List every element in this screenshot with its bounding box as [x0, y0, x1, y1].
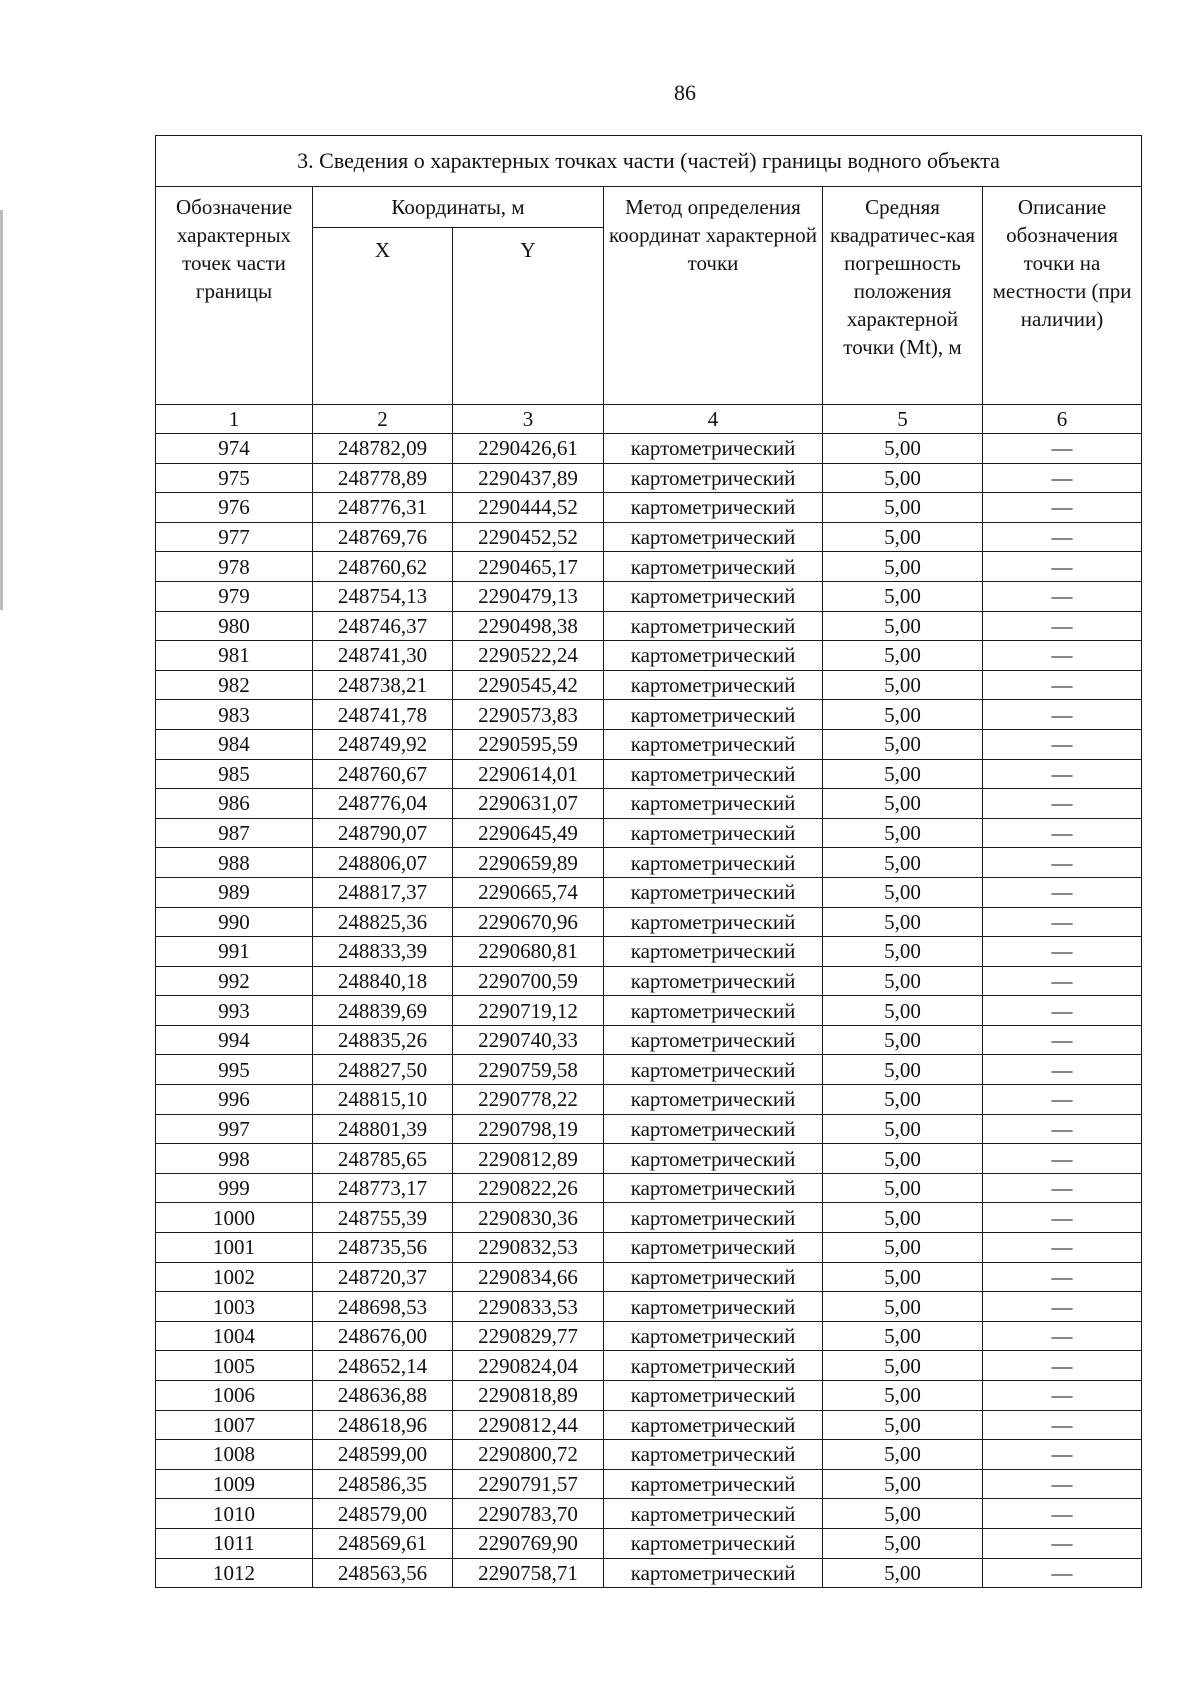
method-cell: картометрический	[604, 1528, 823, 1558]
y-cell: 2290834,66	[453, 1262, 604, 1292]
table-row	[156, 1469, 1142, 1499]
table-row	[156, 552, 1142, 582]
error-cell: 5,00	[823, 493, 983, 523]
x-cell: 248563,56	[313, 1558, 453, 1588]
description-cell: —	[983, 1440, 1142, 1470]
method-cell: картометрический	[604, 1173, 823, 1203]
table-row	[156, 611, 1142, 641]
y-cell: 2290832,53	[453, 1233, 604, 1263]
method-cell: картометрический	[604, 818, 823, 848]
error-cell: 5,00	[823, 611, 983, 641]
table-row	[156, 1055, 1142, 1085]
x-cell: 248827,50	[313, 1055, 453, 1085]
error-cell: 5,00	[823, 1469, 983, 1499]
error-cell: 5,00	[823, 1499, 983, 1529]
table-row	[156, 581, 1142, 611]
point-cell: 999	[156, 1173, 313, 1203]
y-cell: 2290498,38	[453, 611, 604, 641]
x-cell: 248760,62	[313, 552, 453, 582]
y-cell: 2290426,61	[453, 434, 604, 464]
method-cell: картометрический	[604, 581, 823, 611]
description-cell: —	[983, 1055, 1142, 1085]
x-cell: 248636,88	[313, 1381, 453, 1411]
point-cell: 996	[156, 1085, 313, 1115]
point-cell: 993	[156, 996, 313, 1026]
description-cell: —	[983, 641, 1142, 671]
point-cell: 992	[156, 966, 313, 996]
error-cell: 5,00	[823, 1085, 983, 1115]
point-cell: 989	[156, 877, 313, 907]
method-cell: картометрический	[604, 729, 823, 759]
description-cell: —	[983, 1085, 1142, 1115]
error-cell: 5,00	[823, 1144, 983, 1174]
table-row	[156, 670, 1142, 700]
table-row	[156, 1025, 1142, 1055]
table-row	[156, 877, 1142, 907]
error-cell: 5,00	[823, 789, 983, 819]
table-row	[156, 1410, 1142, 1440]
table-row	[156, 1262, 1142, 1292]
error-cell: 5,00	[823, 1203, 983, 1233]
x-cell: 248773,17	[313, 1173, 453, 1203]
description-cell: —	[983, 907, 1142, 937]
table-row	[156, 759, 1142, 789]
method-cell: картометрический	[604, 1499, 823, 1529]
x-cell: 248801,39	[313, 1114, 453, 1144]
x-cell: 248776,04	[313, 789, 453, 819]
point-cell: 975	[156, 463, 313, 493]
y-cell: 2290680,81	[453, 937, 604, 967]
error-cell: 5,00	[823, 1055, 983, 1085]
y-cell: 2290595,59	[453, 729, 604, 759]
point-cell: 979	[156, 581, 313, 611]
table-row	[156, 641, 1142, 671]
y-cell: 2290824,04	[453, 1351, 604, 1381]
y-cell: 2290833,53	[453, 1292, 604, 1322]
column-number: 1	[156, 405, 313, 434]
table-row	[156, 522, 1142, 552]
method-cell: картометрический	[604, 1085, 823, 1115]
point-cell: 997	[156, 1114, 313, 1144]
table-row	[156, 463, 1142, 493]
x-cell: 248835,26	[313, 1025, 453, 1055]
method-cell: картометрический	[604, 848, 823, 878]
y-cell: 2290437,89	[453, 463, 604, 493]
method-cell: картометрический	[604, 1144, 823, 1174]
error-cell: 5,00	[823, 1440, 983, 1470]
y-cell: 2290659,89	[453, 848, 604, 878]
x-cell: 248720,37	[313, 1262, 453, 1292]
description-cell: —	[983, 463, 1142, 493]
x-cell: 248833,39	[313, 937, 453, 967]
x-cell: 248776,31	[313, 493, 453, 523]
error-cell: 5,00	[823, 1114, 983, 1144]
x-cell: 248579,00	[313, 1499, 453, 1529]
error-cell: 5,00	[823, 1351, 983, 1381]
y-cell: 2290829,77	[453, 1321, 604, 1351]
y-cell: 2290778,22	[453, 1085, 604, 1115]
y-cell: 2290444,52	[453, 493, 604, 523]
description-cell: —	[983, 1233, 1142, 1263]
description-cell: —	[983, 1410, 1142, 1440]
point-cell: 974	[156, 434, 313, 464]
error-cell: 5,00	[823, 729, 983, 759]
method-cell: картометрический	[604, 1321, 823, 1351]
point-cell: 1000	[156, 1203, 313, 1233]
table-row	[156, 1292, 1142, 1322]
method-cell: картометрический	[604, 552, 823, 582]
column-number: 2	[313, 405, 453, 434]
point-cell: 994	[156, 1025, 313, 1055]
table-row	[156, 789, 1142, 819]
y-cell: 2290479,13	[453, 581, 604, 611]
x-cell: 248825,36	[313, 907, 453, 937]
method-cell: картометрический	[604, 1469, 823, 1499]
method-cell: картометрический	[604, 1203, 823, 1233]
table-row	[156, 1114, 1142, 1144]
x-cell: 248817,37	[313, 877, 453, 907]
description-cell: —	[983, 1499, 1142, 1529]
point-cell: 978	[156, 552, 313, 582]
table-row	[156, 1528, 1142, 1558]
method-cell: картометрический	[604, 1440, 823, 1470]
method-cell: картометрический	[604, 641, 823, 671]
method-cell: картометрический	[604, 434, 823, 464]
method-cell: картометрический	[604, 907, 823, 937]
x-cell: 248806,07	[313, 848, 453, 878]
point-cell: 984	[156, 729, 313, 759]
error-cell: 5,00	[823, 937, 983, 967]
method-cell: картометрический	[604, 1381, 823, 1411]
method-cell: картометрический	[604, 996, 823, 1026]
y-cell: 2290670,96	[453, 907, 604, 937]
x-cell: 248618,96	[313, 1410, 453, 1440]
table-row	[156, 966, 1142, 996]
description-cell: —	[983, 759, 1142, 789]
method-cell: картометрический	[604, 1410, 823, 1440]
x-cell: 248782,09	[313, 434, 453, 464]
point-cell: 987	[156, 818, 313, 848]
point-cell: 998	[156, 1144, 313, 1174]
method-cell: картометрический	[604, 937, 823, 967]
table-row	[156, 996, 1142, 1026]
table-row	[156, 493, 1142, 523]
point-cell: 1003	[156, 1292, 313, 1322]
method-cell: картометрический	[604, 1262, 823, 1292]
error-cell: 5,00	[823, 552, 983, 582]
point-cell: 1010	[156, 1499, 313, 1529]
y-cell: 2290545,42	[453, 670, 604, 700]
method-cell: картометрический	[604, 759, 823, 789]
table-row	[156, 1499, 1142, 1529]
column-number: 4	[604, 405, 823, 434]
point-cell: 1009	[156, 1469, 313, 1499]
error-cell: 5,00	[823, 522, 983, 552]
description-cell: —	[983, 996, 1142, 1026]
x-cell: 248741,30	[313, 641, 453, 671]
method-cell: картометрический	[604, 877, 823, 907]
point-cell: 976	[156, 493, 313, 523]
y-cell: 2290700,59	[453, 966, 604, 996]
point-cell: 1012	[156, 1558, 313, 1588]
description-cell: —	[983, 552, 1142, 582]
page-number: 86	[674, 80, 696, 105]
table-row	[156, 1233, 1142, 1263]
column-number: 5	[823, 405, 983, 434]
description-cell: —	[983, 848, 1142, 878]
x-cell: 248652,14	[313, 1351, 453, 1381]
method-cell: картометрический	[604, 789, 823, 819]
y-cell: 2290758,71	[453, 1558, 604, 1588]
point-cell: 977	[156, 522, 313, 552]
x-cell: 248698,53	[313, 1292, 453, 1322]
column-number-row	[156, 405, 1142, 434]
boundary-points-table	[155, 135, 1142, 1588]
point-cell: 986	[156, 789, 313, 819]
y-cell: 2290573,83	[453, 700, 604, 730]
y-cell: 2290631,07	[453, 789, 604, 819]
point-cell: 995	[156, 1055, 313, 1085]
description-cell: —	[983, 581, 1142, 611]
method-cell: картометрический	[604, 1114, 823, 1144]
description-cell: —	[983, 670, 1142, 700]
error-cell: 5,00	[823, 1321, 983, 1351]
table-row	[156, 434, 1142, 464]
header-method: Метод определения координат характерной точки	[604, 187, 823, 405]
error-cell: 5,00	[823, 641, 983, 671]
x-cell: 248840,18	[313, 966, 453, 996]
point-cell: 983	[156, 700, 313, 730]
description-cell: —	[983, 1321, 1142, 1351]
header-designation: Обозначение характерных точек части границы	[156, 187, 313, 405]
description-cell: —	[983, 522, 1142, 552]
scan-edge-mark	[0, 210, 3, 610]
error-cell: 5,00	[823, 700, 983, 730]
column-number: 6	[983, 405, 1142, 434]
header-coordinates: Координаты, м	[313, 187, 604, 228]
point-cell: 1001	[156, 1233, 313, 1263]
error-cell: 5,00	[823, 1262, 983, 1292]
point-cell: 1006	[156, 1381, 313, 1411]
table-row	[156, 1381, 1142, 1411]
method-cell: картометрический	[604, 1558, 823, 1588]
error-cell: 5,00	[823, 1558, 983, 1588]
method-cell: картометрический	[604, 493, 823, 523]
description-cell: —	[983, 1528, 1142, 1558]
x-cell: 248735,56	[313, 1233, 453, 1263]
x-cell: 248738,21	[313, 670, 453, 700]
table-row	[156, 907, 1142, 937]
error-cell: 5,00	[823, 818, 983, 848]
x-cell: 248790,07	[313, 818, 453, 848]
x-cell: 248741,78	[313, 700, 453, 730]
table-title: 3. Сведения о характерных точках части (частей) границы водного объекта	[156, 136, 1142, 187]
error-cell: 5,00	[823, 463, 983, 493]
method-cell: картометрический	[604, 1055, 823, 1085]
x-cell: 248746,37	[313, 611, 453, 641]
method-cell: картометрический	[604, 1292, 823, 1322]
description-cell: —	[983, 937, 1142, 967]
error-cell: 5,00	[823, 1292, 983, 1322]
description-cell: —	[983, 729, 1142, 759]
error-cell: 5,00	[823, 670, 983, 700]
error-cell: 5,00	[823, 848, 983, 878]
point-cell: 991	[156, 937, 313, 967]
table-row	[156, 1321, 1142, 1351]
table-row	[156, 1203, 1142, 1233]
method-cell: картометрический	[604, 522, 823, 552]
point-cell: 988	[156, 848, 313, 878]
table-row	[156, 1351, 1142, 1381]
description-cell: —	[983, 1292, 1142, 1322]
point-cell: 985	[156, 759, 313, 789]
method-cell: картометрический	[604, 1025, 823, 1055]
description-cell: —	[983, 1144, 1142, 1174]
description-cell: —	[983, 966, 1142, 996]
y-cell: 2290798,19	[453, 1114, 604, 1144]
error-cell: 5,00	[823, 1528, 983, 1558]
table-row	[156, 1558, 1142, 1588]
header-error: Средняя квадратичес-кая погрешность положения характерной точки (Mt), м	[823, 187, 983, 405]
x-cell: 248586,35	[313, 1469, 453, 1499]
x-cell: 248760,67	[313, 759, 453, 789]
y-cell: 2290665,74	[453, 877, 604, 907]
point-cell: 1004	[156, 1321, 313, 1351]
x-cell: 248749,92	[313, 729, 453, 759]
error-cell: 5,00	[823, 759, 983, 789]
description-cell: —	[983, 1469, 1142, 1499]
method-cell: картометрический	[604, 670, 823, 700]
point-cell: 1002	[156, 1262, 313, 1292]
method-cell: картометрический	[604, 1351, 823, 1381]
description-cell: —	[983, 1114, 1142, 1144]
error-cell: 5,00	[823, 1173, 983, 1203]
description-cell: —	[983, 1203, 1142, 1233]
table-row	[156, 848, 1142, 878]
error-cell: 5,00	[823, 1025, 983, 1055]
y-cell: 2290759,58	[453, 1055, 604, 1085]
table-row	[156, 729, 1142, 759]
x-cell: 248599,00	[313, 1440, 453, 1470]
table-row	[156, 1173, 1142, 1203]
y-cell: 2290783,70	[453, 1499, 604, 1529]
error-cell: 5,00	[823, 1233, 983, 1263]
point-cell: 1005	[156, 1351, 313, 1381]
table-row	[156, 1440, 1142, 1470]
header-description: Описание обозначения точки на местности (при наличии)	[983, 187, 1142, 405]
point-cell: 990	[156, 907, 313, 937]
error-cell: 5,00	[823, 1381, 983, 1411]
method-cell: картометрический	[604, 463, 823, 493]
description-cell: —	[983, 1025, 1142, 1055]
y-cell: 2290719,12	[453, 996, 604, 1026]
table-row	[156, 1085, 1142, 1115]
description-cell: —	[983, 611, 1142, 641]
x-cell: 248815,10	[313, 1085, 453, 1115]
description-cell: —	[983, 818, 1142, 848]
point-cell: 1008	[156, 1440, 313, 1470]
header-y: Y	[453, 228, 604, 405]
y-cell: 2290818,89	[453, 1381, 604, 1411]
x-cell: 248839,69	[313, 996, 453, 1026]
point-cell: 980	[156, 611, 313, 641]
y-cell: 2290812,44	[453, 1410, 604, 1440]
error-cell: 5,00	[823, 996, 983, 1026]
y-cell: 2290522,24	[453, 641, 604, 671]
description-cell: —	[983, 1351, 1142, 1381]
table-row	[156, 700, 1142, 730]
x-cell: 248769,76	[313, 522, 453, 552]
description-cell: —	[983, 877, 1142, 907]
method-cell: картометрический	[604, 966, 823, 996]
error-cell: 5,00	[823, 581, 983, 611]
description-cell: —	[983, 789, 1142, 819]
y-cell: 2290614,01	[453, 759, 604, 789]
x-cell: 248754,13	[313, 581, 453, 611]
column-number: 3	[453, 405, 604, 434]
y-cell: 2290800,72	[453, 1440, 604, 1470]
error-cell: 5,00	[823, 434, 983, 464]
x-cell: 248676,00	[313, 1321, 453, 1351]
table-body	[156, 434, 1142, 1588]
point-cell: 981	[156, 641, 313, 671]
table-row	[156, 1144, 1142, 1174]
y-cell: 2290452,52	[453, 522, 604, 552]
y-cell: 2290830,36	[453, 1203, 604, 1233]
table-row	[156, 818, 1142, 848]
description-cell: —	[983, 493, 1142, 523]
point-cell: 1011	[156, 1528, 313, 1558]
y-cell: 2290465,17	[453, 552, 604, 582]
method-cell: картометрический	[604, 700, 823, 730]
description-cell: —	[983, 700, 1142, 730]
y-cell: 2290791,57	[453, 1469, 604, 1499]
y-cell: 2290812,89	[453, 1144, 604, 1174]
method-cell: картометрический	[604, 1233, 823, 1263]
description-cell: —	[983, 1262, 1142, 1292]
header-x: X	[313, 228, 453, 405]
x-cell: 248569,61	[313, 1528, 453, 1558]
x-cell: 248785,65	[313, 1144, 453, 1174]
error-cell: 5,00	[823, 1410, 983, 1440]
error-cell: 5,00	[823, 966, 983, 996]
y-cell: 2290740,33	[453, 1025, 604, 1055]
description-cell: —	[983, 434, 1142, 464]
y-cell: 2290645,49	[453, 818, 604, 848]
y-cell: 2290769,90	[453, 1528, 604, 1558]
method-cell: картометрический	[604, 611, 823, 641]
y-cell: 2290822,26	[453, 1173, 604, 1203]
point-cell: 1007	[156, 1410, 313, 1440]
error-cell: 5,00	[823, 877, 983, 907]
x-cell: 248778,89	[313, 463, 453, 493]
point-cell: 982	[156, 670, 313, 700]
description-cell: —	[983, 1558, 1142, 1588]
table-row	[156, 937, 1142, 967]
error-cell: 5,00	[823, 907, 983, 937]
x-cell: 248755,39	[313, 1203, 453, 1233]
description-cell: —	[983, 1173, 1142, 1203]
description-cell: —	[983, 1381, 1142, 1411]
